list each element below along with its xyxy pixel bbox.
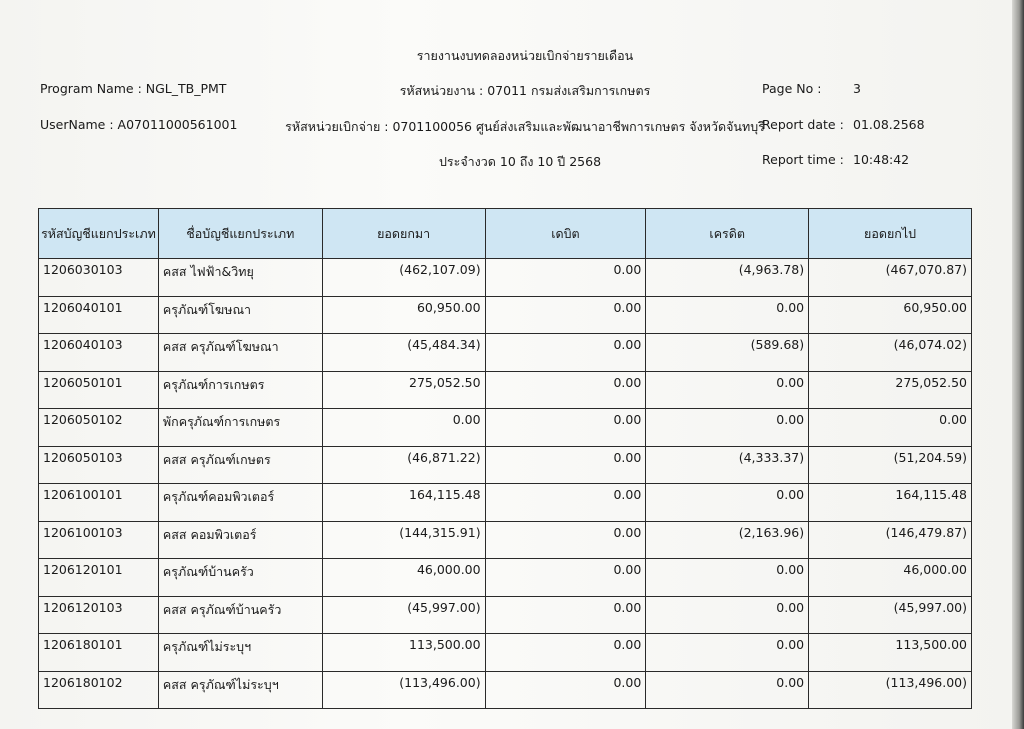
carried-forward-cell: (467,070.87) bbox=[809, 259, 972, 297]
credit-cell: 0.00 bbox=[646, 671, 809, 709]
page-no-value: 3 bbox=[853, 81, 861, 96]
carried-forward-cell: 60,950.00 bbox=[809, 296, 972, 334]
brought-forward-cell: 0.00 bbox=[322, 409, 485, 447]
account-name-cell: คสส ไฟฟ้า&วิทยุ bbox=[158, 259, 322, 297]
carried-forward-cell: (51,204.59) bbox=[809, 446, 972, 484]
table-row bbox=[39, 521, 972, 559]
report-date-label: Report date : bbox=[762, 117, 844, 132]
account-code-cell: 1206100101 bbox=[39, 484, 159, 522]
carried-forward-cell: 164,115.48 bbox=[809, 484, 972, 522]
program-name bbox=[40, 81, 226, 96]
carried-forward-cell: 0.00 bbox=[809, 409, 972, 447]
table-row bbox=[39, 259, 972, 297]
account-name-cell: คสส ครุภัณฑ์โฆษณา bbox=[158, 334, 322, 372]
account-name-cell: ครุภัณฑ์คอมพิวเตอร์ bbox=[158, 484, 322, 522]
brought-forward-cell: (462,107.09) bbox=[322, 259, 485, 297]
username bbox=[40, 117, 237, 132]
account-name-cell: ครุภัณฑ์ไม่ระบุฯ bbox=[158, 634, 322, 672]
period-line: ประจำงวด 10 ถึง 10 ปี 2568 bbox=[438, 154, 602, 169]
brought-forward-cell: 60,950.00 bbox=[322, 296, 485, 334]
account-code-cell: 1206120103 bbox=[39, 596, 159, 634]
debit-cell: 0.00 bbox=[485, 671, 646, 709]
program-name-label: Program Name : bbox=[40, 81, 142, 96]
credit-cell: (589.68) bbox=[646, 334, 809, 372]
debit-cell: 0.00 bbox=[485, 596, 646, 634]
brought-forward-cell: (45,484.34) bbox=[322, 334, 485, 372]
table-row bbox=[39, 596, 972, 634]
credit-cell: (4,963.78) bbox=[646, 259, 809, 297]
report-time-value: 10:48:42 bbox=[853, 152, 910, 167]
page-no-label: Page No : bbox=[762, 81, 822, 96]
account-name-cell: คสส ครุภัณฑ์เกษตร bbox=[158, 446, 322, 484]
table-row bbox=[39, 671, 972, 709]
carried-forward-cell: 275,052.50 bbox=[809, 371, 972, 409]
brought-forward-cell: 275,052.50 bbox=[322, 371, 485, 409]
account-code-cell: 1206040101 bbox=[39, 296, 159, 334]
account-code-cell: 1206050102 bbox=[39, 409, 159, 447]
account-code-cell: 1206040103 bbox=[39, 334, 159, 372]
agency-line: รหัสหน่วยงาน : 07011 กรมส่งเสริมการเกษตร bbox=[399, 83, 651, 98]
debit-cell: 0.00 bbox=[485, 521, 646, 559]
username-label: UserName : bbox=[40, 117, 114, 132]
brought-forward-cell: (113,496.00) bbox=[322, 671, 485, 709]
credit-cell: (4,333.37) bbox=[646, 446, 809, 484]
brought-forward-cell: 164,115.48 bbox=[322, 484, 485, 522]
disbursing-unit-line: รหัสหน่วยเบิกจ่าย : 0701100056 ศูนย์ส่งเสริมและพัฒนาอาชีพการเกษตร จังหวัดจันทบุรี bbox=[285, 119, 765, 134]
table-row bbox=[39, 334, 972, 372]
table-row bbox=[39, 409, 972, 447]
header-debit: เดบิต bbox=[485, 209, 646, 259]
debit-cell: 0.00 bbox=[485, 259, 646, 297]
brought-forward-cell: (46,871.22) bbox=[322, 446, 485, 484]
carried-forward-cell: (146,479.87) bbox=[809, 521, 972, 559]
table-header-row bbox=[39, 209, 972, 259]
credit-cell: 0.00 bbox=[646, 296, 809, 334]
debit-cell: 0.00 bbox=[485, 296, 646, 334]
paper-edge bbox=[1012, 0, 1024, 729]
brought-forward-cell: (45,997.00) bbox=[322, 596, 485, 634]
account-name-cell: คสส ครุภัณฑ์บ้านครัว bbox=[158, 596, 322, 634]
debit-cell: 0.00 bbox=[485, 484, 646, 522]
report-date-value: 01.08.2568 bbox=[853, 117, 925, 132]
table-row bbox=[39, 371, 972, 409]
account-code-cell: 1206030103 bbox=[39, 259, 159, 297]
table-row bbox=[39, 484, 972, 522]
report-title: รายงานงบทดลองหน่วยเบิกจ่ายรายเดือน bbox=[416, 48, 634, 63]
credit-cell: 0.00 bbox=[646, 409, 809, 447]
credit-cell: 0.00 bbox=[646, 371, 809, 409]
account-name-cell: ครุภัณฑ์โฆษณา bbox=[158, 296, 322, 334]
carried-forward-cell: (46,074.02) bbox=[809, 334, 972, 372]
header-account-code: รหัสบัญชีแยกประเภท bbox=[39, 209, 159, 259]
header-brought-forward: ยอดยกมา bbox=[322, 209, 485, 259]
account-name-cell: คสส ครุภัณฑ์ไม่ระบุฯ bbox=[158, 671, 322, 709]
program-name-value: NGL_TB_PMT bbox=[145, 81, 227, 96]
account-code-cell: 1206100103 bbox=[39, 521, 159, 559]
account-name-cell: ครุภัณฑ์การเกษตร bbox=[158, 371, 322, 409]
carried-forward-cell: (113,496.00) bbox=[809, 671, 972, 709]
account-name-cell: คสส คอมพิวเตอร์ bbox=[158, 521, 322, 559]
credit-cell: 0.00 bbox=[646, 484, 809, 522]
debit-cell: 0.00 bbox=[485, 446, 646, 484]
header-credit: เครดิต bbox=[646, 209, 809, 259]
carried-forward-cell: (45,997.00) bbox=[809, 596, 972, 634]
account-code-cell: 1206180101 bbox=[39, 634, 159, 672]
debit-cell: 0.00 bbox=[485, 559, 646, 597]
account-code-cell: 1206050103 bbox=[39, 446, 159, 484]
account-code-cell: 1206180102 bbox=[39, 671, 159, 709]
report-time-label: Report time : bbox=[762, 152, 844, 167]
username-value: A07011000561001 bbox=[117, 117, 238, 132]
table-row bbox=[39, 634, 972, 672]
header-account-name: ชื่อบัญชีแยกประเภท bbox=[158, 209, 322, 259]
brought-forward-cell: (144,315.91) bbox=[322, 521, 485, 559]
account-code-cell: 1206120101 bbox=[39, 559, 159, 597]
table-row bbox=[39, 559, 972, 597]
table-row bbox=[39, 296, 972, 334]
table-row bbox=[39, 446, 972, 484]
debit-cell: 0.00 bbox=[485, 634, 646, 672]
account-name-cell: ครุภัณฑ์บ้านครัว bbox=[158, 559, 322, 597]
account-code-cell: 1206050101 bbox=[39, 371, 159, 409]
trial-balance-table bbox=[38, 208, 972, 709]
brought-forward-cell: 113,500.00 bbox=[322, 634, 485, 672]
debit-cell: 0.00 bbox=[485, 334, 646, 372]
credit-cell: 0.00 bbox=[646, 596, 809, 634]
account-name-cell: พักครุภัณฑ์การเกษตร bbox=[158, 409, 322, 447]
credit-cell: 0.00 bbox=[646, 634, 809, 672]
debit-cell: 0.00 bbox=[485, 371, 646, 409]
carried-forward-cell: 46,000.00 bbox=[809, 559, 972, 597]
carried-forward-cell: 113,500.00 bbox=[809, 634, 972, 672]
credit-cell: 0.00 bbox=[646, 559, 809, 597]
brought-forward-cell: 46,000.00 bbox=[322, 559, 485, 597]
header-carried-forward: ยอดยกไป bbox=[809, 209, 972, 259]
debit-cell: 0.00 bbox=[485, 409, 646, 447]
credit-cell: (2,163.96) bbox=[646, 521, 809, 559]
